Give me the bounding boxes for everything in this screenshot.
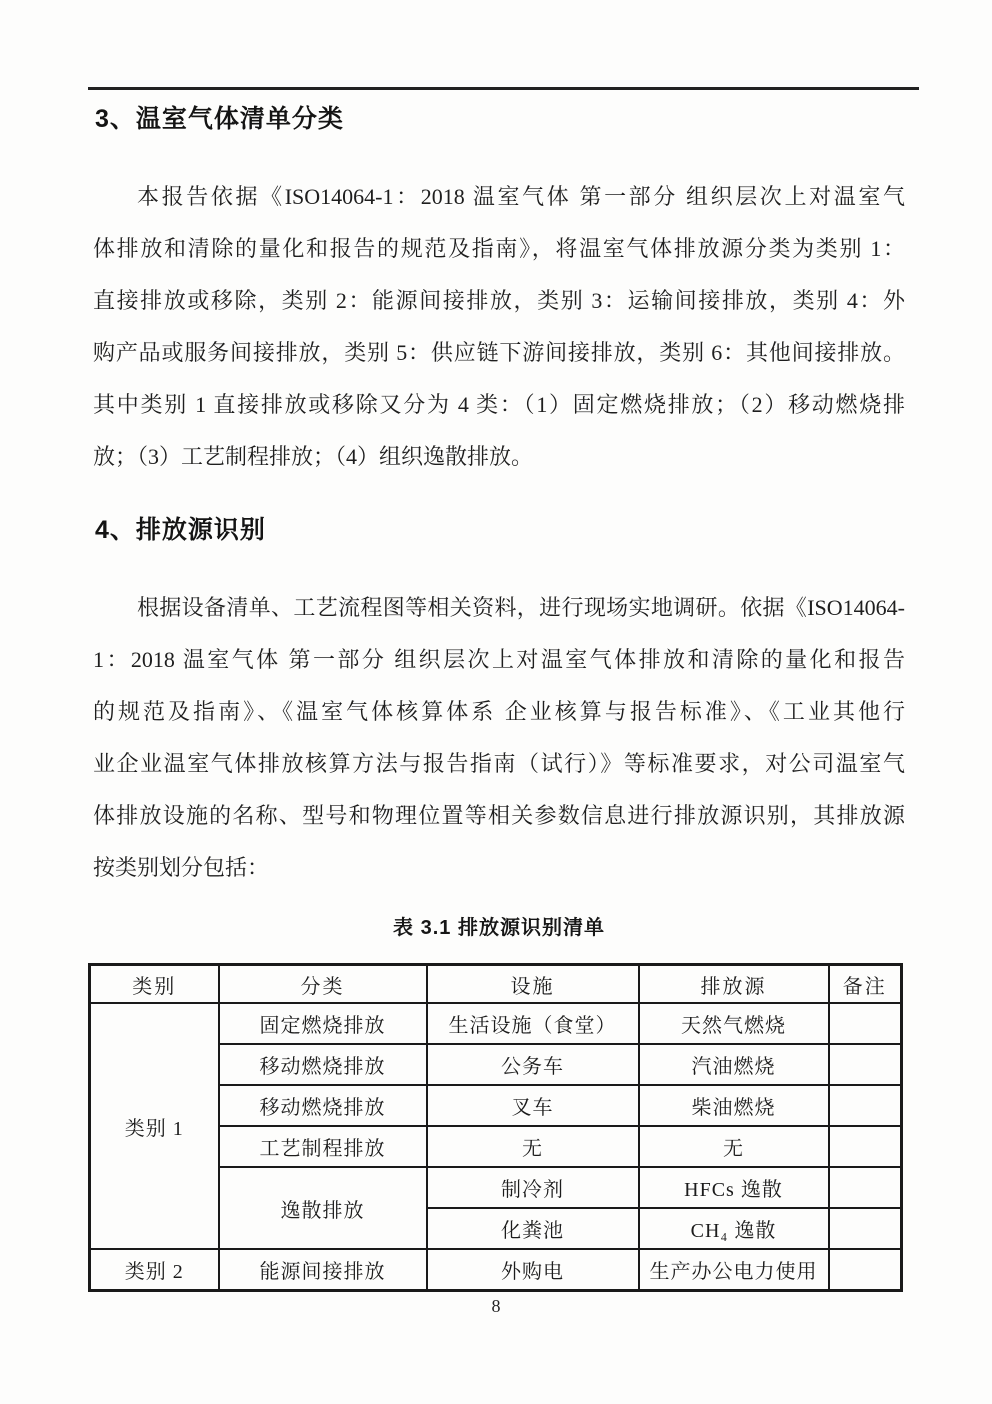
paragraph-line: 根据设备清单、工艺流程图等相关资料，进行现场实地调研。依据《ISO14064- xyxy=(137,595,905,620)
paragraph-line: 体排放设施的名称、型号和物理位置等相关参数信息进行排放源识别，其排放源 xyxy=(93,803,905,828)
source-cell: 柴油燃烧 xyxy=(639,1085,829,1126)
column-header-category: 类别 xyxy=(90,965,219,1004)
classification-cell: 工艺制程排放 xyxy=(219,1126,427,1167)
note-cell xyxy=(829,1126,902,1167)
classification-cell: 移动燃烧排放 xyxy=(219,1044,427,1085)
column-header-classification: 分类 xyxy=(219,965,427,1004)
classification-cell: 逸散排放 xyxy=(219,1167,427,1249)
paragraph-line: 业企业温室气体排放核算方法与报告指南（试行）》等标准要求，对公司温室气 xyxy=(93,751,905,776)
paragraph-line: 其中类别 1 直接排放或移除又分为 4 类：（1）固定燃烧排放；（2）移动燃烧排 xyxy=(93,392,905,417)
section-heading-3: 3、温室气体清单分类 xyxy=(95,105,344,133)
emission-source-table xyxy=(88,963,903,1292)
note-cell xyxy=(829,1249,902,1291)
source-cell: 汽油燃烧 xyxy=(639,1044,829,1085)
note-cell xyxy=(829,1044,902,1085)
paragraph-line: 1：2018 温室气体 第一部分 组织层次上对温室气体排放和清除的量化和报告 xyxy=(93,647,905,672)
facility-cell: 叉车 xyxy=(427,1085,639,1126)
paragraph-line: 直接排放或移除，类别 2：能源间接排放，类别 3：运输间接排放，类别 4：外 xyxy=(93,288,905,313)
column-header-facility: 设施 xyxy=(427,965,639,1004)
paragraph-line: 购产品或服务间接排放，类别 5：供应链下游间接排放，类别 6：其他间接排放。 xyxy=(93,340,905,365)
note-cell xyxy=(829,1085,902,1126)
classification-cell: 移动燃烧排放 xyxy=(219,1085,427,1126)
table-row xyxy=(90,1003,902,1044)
paragraph-ghg-classification xyxy=(93,171,905,483)
category-cell: 类别 1 xyxy=(90,1003,219,1249)
table-row xyxy=(90,1249,902,1291)
section-heading-4: 4、排放源识别 xyxy=(95,516,266,544)
column-header-note: 备注 xyxy=(829,965,902,1004)
paragraph-line: 按类别划分包括： xyxy=(93,855,270,880)
source-cell: 天然气燃烧 xyxy=(639,1003,829,1044)
page-number: 8 xyxy=(491,1296,501,1316)
note-cell xyxy=(829,1003,902,1044)
facility-cell: 外购电 xyxy=(427,1249,639,1291)
paragraph-emission-source-identification xyxy=(93,582,905,894)
header-rule xyxy=(88,87,919,90)
classification-cell: 能源间接排放 xyxy=(219,1249,427,1291)
facility-cell: 生活设施（食堂） xyxy=(427,1003,639,1044)
paragraph-line: 本报告依据《ISO14064-1：2018 温室气体 第一部分 组织层次上对温室气 xyxy=(137,184,905,209)
paragraph-line: 的规范及指南》、《温室气体核算体系 企业核算与报告标准》、《工业其他行 xyxy=(93,699,905,724)
facility-cell: 公务车 xyxy=(427,1044,639,1085)
note-cell xyxy=(829,1208,902,1249)
facility-cell: 制冷剂 xyxy=(427,1167,639,1208)
category-cell: 类别 2 xyxy=(90,1249,219,1291)
paragraph-line: 放；（3）工艺制程排放；（4）组织逸散排放。 xyxy=(93,444,534,469)
column-header-source: 排放源 xyxy=(639,965,829,1004)
source-cell: 生产办公电力使用 xyxy=(639,1249,829,1291)
classification-cell: 固定燃烧排放 xyxy=(219,1003,427,1044)
note-cell xyxy=(829,1167,902,1208)
source-cell: 无 xyxy=(639,1126,829,1167)
table-caption: 表 3.1 排放源识别清单 xyxy=(393,917,605,939)
facility-cell: 化粪池 xyxy=(427,1208,639,1249)
source-cell: CH₄ 逸散 xyxy=(639,1208,829,1249)
facility-cell: 无 xyxy=(427,1126,639,1167)
paragraph-line: 体排放和清除的量化和报告的规范及指南》，将温室气体排放源分类为类别 1： xyxy=(93,236,905,261)
source-cell: HFCs 逸散 xyxy=(639,1167,829,1208)
table-header-row xyxy=(90,965,902,1004)
